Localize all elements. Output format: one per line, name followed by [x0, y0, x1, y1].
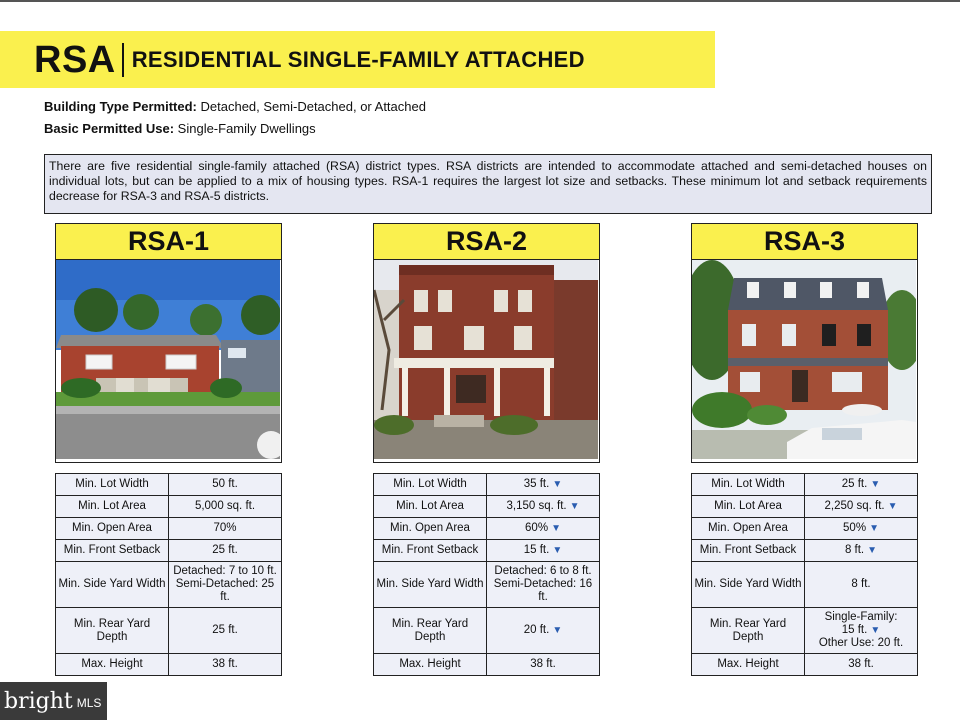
row-label: Min. Lot Area — [692, 496, 805, 518]
open-area-value — [487, 518, 600, 540]
row-label: Min. Open Area — [56, 518, 169, 540]
decrease-arrow-icon: ▼ — [552, 625, 563, 636]
table-row — [374, 608, 600, 654]
decrease-arrow-icon: ▼ — [870, 625, 881, 636]
decrease-arrow-icon: ▼ — [552, 479, 563, 490]
decrease-arrow-icon: ▼ — [867, 545, 878, 556]
side-yard-value — [487, 562, 600, 608]
value-text: 50% — [843, 522, 867, 534]
value-text: 60% — [525, 522, 549, 534]
watermark-suffix: MLS — [76, 696, 102, 710]
table-row — [692, 540, 918, 562]
value-text: 35 ft. — [523, 478, 550, 490]
table-row — [56, 654, 282, 676]
row-label: Min. Rear Yard Depth — [56, 608, 169, 654]
building-type-line — [44, 99, 426, 114]
max-height-value: 38 ft. — [169, 654, 282, 676]
row-label: Min. Side Yard Width — [374, 562, 487, 608]
row-label: Min. Lot Width — [56, 474, 169, 496]
district-rsa-2 — [373, 223, 600, 463]
row-label: Min. Rear Yard Depth — [692, 608, 805, 654]
title-divider — [122, 43, 124, 77]
lot-width-value: 50 ft. — [169, 474, 282, 496]
rear-yard-value — [805, 608, 918, 654]
requirements-table-rsa-1 — [55, 473, 282, 676]
side-yard-line: Detached: 7 to 10 ft. — [173, 565, 277, 577]
rear-yard-line — [807, 624, 915, 637]
table-row — [374, 654, 600, 676]
table-row — [374, 518, 600, 540]
side-yard-line: Detached: 6 to 8 ft. — [494, 565, 592, 577]
lot-width-value — [487, 474, 600, 496]
basic-use-label: Basic Permitted Use: — [44, 121, 175, 136]
side-yard-line: Semi-Detached: 16 ft. — [493, 578, 593, 603]
table-row — [692, 562, 918, 608]
district-code-title: RSA — [34, 38, 116, 81]
district-rsa-1 — [55, 223, 282, 463]
row-label: Min. Lot Width — [374, 474, 487, 496]
rear-yard-value: 25 ft. — [169, 608, 282, 654]
value-text: 15 ft. — [523, 544, 550, 556]
rear-yard-line: Other Use: 20 ft. — [818, 637, 904, 649]
watermark-brand: bright — [4, 688, 73, 714]
row-label: Max. Height — [692, 654, 805, 676]
open-area-value: 70% — [169, 518, 282, 540]
bright-mls-watermark — [0, 682, 107, 720]
table-row — [56, 518, 282, 540]
value-text: 8 ft. — [844, 544, 865, 556]
row-label: Min. Lot Area — [374, 496, 487, 518]
table-row — [374, 496, 600, 518]
district-name-title: RESIDENTIAL SINGLE-FAMILY ATTACHED — [131, 46, 585, 72]
row-label: Min. Front Setback — [56, 540, 169, 562]
house-photo-rsa-1 — [55, 259, 282, 463]
table-row — [692, 654, 918, 676]
basic-use-line — [44, 121, 316, 136]
basic-use-value: Single-Family Dwellings — [174, 121, 316, 136]
district-heading: RSA-3 — [691, 223, 918, 259]
table-row — [374, 540, 600, 562]
lot-area-value — [805, 496, 918, 518]
row-label: Min. Side Yard Width — [56, 562, 169, 608]
side-yard-value: 8 ft. — [805, 562, 918, 608]
table-row — [692, 608, 918, 654]
side-yard-value — [169, 562, 282, 608]
front-setback-value — [805, 540, 918, 562]
lot-area-value: 5,000 sq. ft. — [169, 496, 282, 518]
rear-yard-line: Single-Family: — [824, 611, 898, 623]
table-row — [56, 474, 282, 496]
decrease-arrow-icon: ▼ — [887, 501, 898, 512]
row-label: Max. Height — [374, 654, 487, 676]
value-text: 3,150 sq. ft. — [506, 500, 567, 512]
requirements-table-rsa-3 — [691, 473, 918, 676]
value-text: 20 ft. — [523, 624, 550, 636]
row-label: Min. Open Area — [374, 518, 487, 540]
open-area-value — [805, 518, 918, 540]
front-setback-value: 25 ft. — [169, 540, 282, 562]
district-rsa-3 — [691, 223, 918, 463]
max-height-value: 38 ft. — [805, 654, 918, 676]
description-box: There are five residential single-family attached (RSA) district types. RSA districts are intended to accommodate attached and semi-detached houses on individual lots, but can be applied to a mix of housing types. RSA-1 requires the largest lot size and setbacks. These minimum lot and setback requirements decrease for RSA-3 and RSA-5 districts. — [44, 154, 932, 214]
table-row — [692, 474, 918, 496]
row-label: Min. Lot Area — [56, 496, 169, 518]
table-row — [692, 496, 918, 518]
table-row — [56, 540, 282, 562]
table-row — [56, 496, 282, 518]
district-heading: RSA-2 — [373, 223, 600, 259]
row-label: Min. Front Setback — [374, 540, 487, 562]
house-photo-rsa-2 — [373, 259, 600, 463]
house-photo-rsa-3 — [691, 259, 918, 463]
row-label: Min. Open Area — [692, 518, 805, 540]
row-label: Max. Height — [56, 654, 169, 676]
decrease-arrow-icon: ▼ — [869, 523, 879, 534]
title-banner — [0, 31, 715, 88]
max-height-value: 38 ft. — [487, 654, 600, 676]
table-row — [56, 562, 282, 608]
row-label: Min. Rear Yard Depth — [374, 608, 487, 654]
decrease-arrow-icon: ▼ — [551, 523, 561, 534]
table-row — [374, 562, 600, 608]
lot-area-value — [487, 496, 600, 518]
value-text: 15 ft. — [841, 624, 868, 636]
decrease-arrow-icon: ▼ — [552, 545, 563, 556]
table-row — [374, 474, 600, 496]
row-label: Min. Lot Width — [692, 474, 805, 496]
value-text: 2,250 sq. ft. — [824, 500, 885, 512]
district-heading: RSA-1 — [55, 223, 282, 259]
top-rule — [0, 0, 960, 2]
table-row — [56, 608, 282, 654]
rear-yard-value — [487, 608, 600, 654]
decrease-arrow-icon: ▼ — [870, 479, 881, 490]
building-type-label: Building Type Permitted: — [44, 99, 197, 114]
value-text: 25 ft. — [841, 478, 868, 490]
decrease-arrow-icon: ▼ — [569, 501, 580, 512]
requirements-table-rsa-2 — [373, 473, 600, 676]
row-label: Min. Side Yard Width — [692, 562, 805, 608]
building-type-value: Detached, Semi-Detached, or Attached — [196, 99, 426, 114]
lot-width-value — [805, 474, 918, 496]
table-row — [692, 518, 918, 540]
side-yard-line: Semi-Detached: 25 ft. — [175, 578, 275, 603]
front-setback-value — [487, 540, 600, 562]
row-label: Min. Front Setback — [692, 540, 805, 562]
